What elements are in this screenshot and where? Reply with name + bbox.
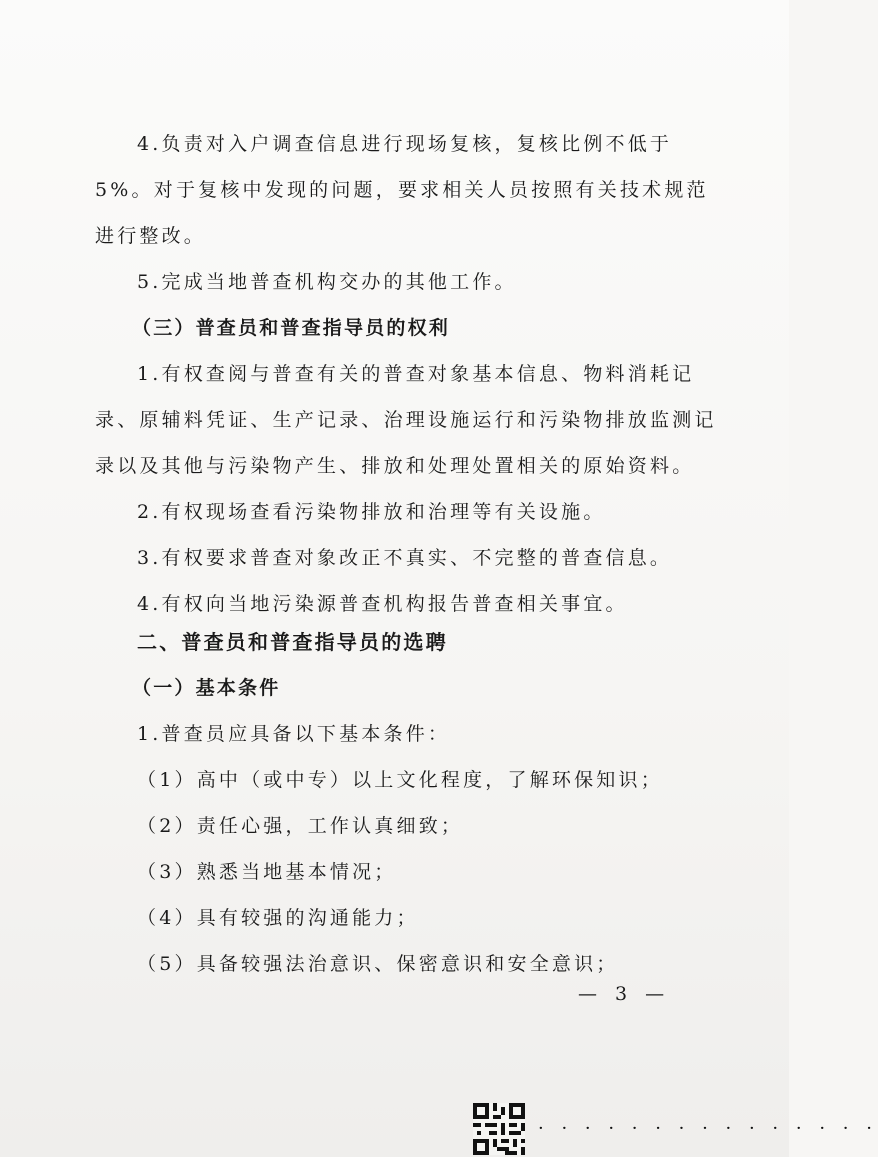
section-heading: （三）普查员和普查指导员的权利 [132, 317, 451, 339]
paragraph-line: 4.负责对入户调查信息进行现场复核，复核比例不低于 [137, 133, 673, 155]
paragraph-line: 录、原辅料凭证、生产记录、治理设施运行和污染物排放监测记 [95, 409, 717, 431]
qr-code-icon [473, 1103, 525, 1155]
paragraph-line: 5.完成当地普查机构交办的其他工作。 [137, 271, 517, 293]
page-number: — 3 — [578, 983, 671, 1005]
footer-dots: · · · · · · · · · · · · · · · [538, 1118, 878, 1139]
section-heading: （一）基本条件 [132, 677, 281, 699]
paragraph-line: 3.有权要求普查对象改正不真实、不完整的普查信息。 [137, 547, 673, 569]
paragraph-line: 5%。对于复核中发现的问题，要求相关人员按照有关技术规范 [95, 179, 709, 201]
chapter-heading: 二、普查员和普查指导员的选聘 [137, 630, 448, 654]
paragraph-line: 2.有权现场查看污染物排放和治理等有关设施。 [137, 501, 606, 523]
list-item: （5）具备较强法治意识、保密意识和安全意识； [137, 953, 619, 975]
list-item: （3）熟悉当地基本情况； [137, 861, 397, 883]
list-item: （1）高中（或中专）以上文化程度，了解环保知识； [137, 769, 663, 791]
paragraph-line: 1.普查员应具备以下基本条件： [137, 723, 451, 745]
paragraph-line: 录以及其他与污染物产生、排放和处理处置相关的原始资料。 [95, 455, 695, 477]
paragraph-line: 进行整改。 [95, 225, 207, 247]
list-item: （2）责任心强，工作认真细致； [137, 815, 464, 837]
paragraph-line: 4.有权向当地污染源普查机构报告普查相关事宜。 [137, 593, 628, 615]
paragraph-line: 1.有权查阅与普查有关的普查对象基本信息、物料消耗记 [137, 363, 695, 385]
list-item: （4）具有较强的沟通能力； [137, 907, 419, 929]
